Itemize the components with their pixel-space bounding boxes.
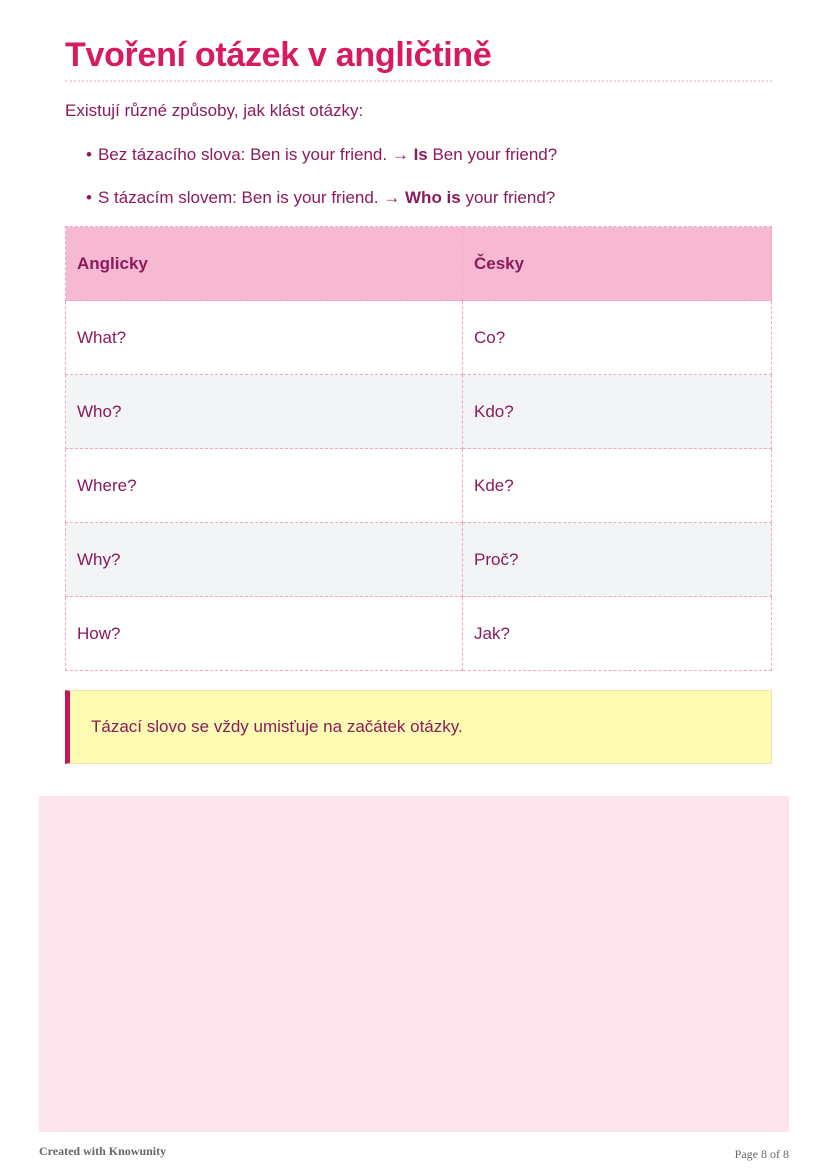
table-row — [66, 523, 772, 597]
page-number: Page 8 of 8 — [734, 1147, 789, 1161]
blank-pink-area — [39, 796, 789, 1132]
czech-cell: Proč? — [463, 523, 772, 597]
table-row — [66, 449, 772, 523]
czech-cell: Jak? — [463, 597, 772, 671]
bullet-text: Bez tázacího slova: Ben is your friend. → — [97, 145, 414, 164]
tip-text: Tázací slovo se vždy umisťuje na začátek otázky. — [91, 717, 463, 736]
bullet-dot: • — [86, 188, 92, 207]
bullet-text: S tázacím slovem: Ben is your friend. → — [97, 188, 406, 207]
bullet-dot: • — [86, 145, 92, 164]
english-cell: Why? — [66, 523, 463, 597]
page-title: Tvoření otázek v angličtině — [65, 36, 492, 74]
table-row — [66, 301, 772, 375]
bullet-bold-text: Who is — [405, 188, 461, 207]
english-cell: Where? — [66, 449, 463, 523]
bullet-item-with-question-word — [86, 188, 555, 208]
czech-cell: Kde? — [463, 449, 772, 523]
bullet-text: Ben your friend? — [427, 145, 558, 164]
column-header-english: Anglicky — [66, 227, 463, 301]
bullet-bold-text: Is — [413, 145, 428, 164]
table-header-row — [66, 227, 772, 301]
czech-cell: Co? — [463, 301, 772, 375]
table-row — [66, 375, 772, 449]
czech-cell: Kdo? — [463, 375, 772, 449]
vocabulary-table — [65, 226, 772, 671]
table-row — [66, 597, 772, 671]
english-cell: How? — [66, 597, 463, 671]
title-divider — [65, 80, 772, 82]
bullet-text: your friend? — [460, 188, 556, 207]
bullet-item-no-question-word — [86, 145, 557, 165]
created-with-label: Created with Knowunity — [39, 1144, 167, 1158]
column-header-czech: Česky — [463, 227, 772, 301]
intro-text: Existují různé způsoby, jak klást otázky: — [65, 101, 364, 120]
english-cell: What? — [66, 301, 463, 375]
english-cell: Who? — [66, 375, 463, 449]
tip-callout — [65, 690, 772, 764]
